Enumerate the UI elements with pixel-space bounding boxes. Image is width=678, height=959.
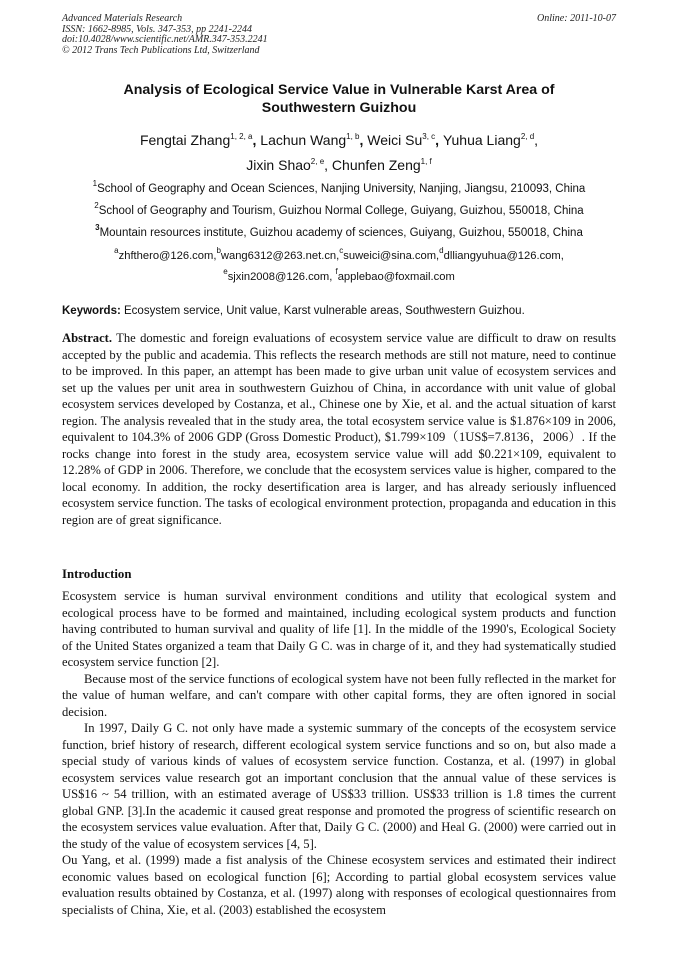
email-text: zhfthero@126.com, bbox=[118, 250, 217, 262]
email-sup: c bbox=[339, 246, 344, 255]
affiliation-3 bbox=[62, 223, 616, 240]
author-sup: 1, 2, a bbox=[230, 132, 253, 141]
email-sup: a bbox=[114, 246, 119, 255]
paragraph: In 1997, Daily G C. not only have made a systemic summary of the concepts of the ecosystem service function, brief history of research, different ecological system service functions and so on, but also made a special study of various kinds of values of ecosystem service function. Costanza, et al. (1997) in global ecosystem services value research got an important conclusion that the annual value of these services is US$16 ~ 54 trillion, with an estimated average of US$33 trillion. US$33 trillion is 1.8 times the current global GNP. [3].In the academic it caused great response and promoted the progress of scientific research on the ecosystem services value evaluation. After that, Daily G C. (2000) and Heal G. (2000) were carried out in the study of the value of ecosystem services [4, 5]. bbox=[62, 721, 616, 851]
keywords bbox=[62, 304, 616, 318]
affiliation-text: School of Geography and Tourism, Guizhou Normal College, Guiyang, Guizhou, 550018, China bbox=[98, 205, 584, 217]
abstract-label: Abstract. bbox=[62, 331, 113, 345]
online-date: Online: 2011-10-07 bbox=[537, 13, 616, 24]
email-sup: e bbox=[223, 267, 228, 276]
email-sup: f bbox=[335, 267, 338, 276]
issn-line: ISSN: 1662-8985, Vols. 347-353, pp 2241-2244 bbox=[62, 23, 252, 35]
affiliation-sup: 1 bbox=[92, 179, 98, 188]
section-heading: Introduction bbox=[62, 567, 132, 581]
author-sup: 1, f bbox=[420, 157, 432, 166]
email-line-2 bbox=[62, 267, 616, 284]
copyright-line: © 2012 Trans Tech Publications Ltd, Switzerland bbox=[62, 44, 260, 56]
author-line-2: Jixin Shao$^{2, e}$, Chunfen Zeng$^{1, f}$ bbox=[246, 157, 432, 173]
author-name: Chunfen Zeng bbox=[331, 157, 421, 173]
affiliation-sup: 2 bbox=[94, 201, 99, 210]
journal-header bbox=[62, 14, 616, 56]
author-sup: 3, c bbox=[422, 132, 436, 141]
introduction-body bbox=[62, 588, 616, 918]
abstract bbox=[62, 330, 616, 528]
author-name: Fengtai Zhang bbox=[139, 132, 231, 148]
paper-title bbox=[62, 81, 616, 117]
abstract-text: The domestic and foreign evaluations of ecosystem service value are difficult to draw on results accepted by the public and academia. This reflects the research methods are still not mature, need to continue to be improved. In this paper, an attempt has been made to give urban unit value of ecosystem services and set up the values per unit area in southwestern Guizhou of China, in accordance with unit value of global ecosystem services developed by Costanza, et al., Chinese one by Xie, et al. and the actual situation of karst region. The analysis revealed that in the study area, the total ecosystem service value is $1.876×109 in 2006, equivalent to 104.3% of 2006 GDP (Gross Domestic Product), $1.799×109（1US$=7.8136，2006）. If the rocks change into forest in the study area, ecosystem service value will add $0.221×109, equivalent to 12.28% of GDP in 2006. Therefore, we conclude that the ecosystem services value is higher, compared to the local economy. In addition, the rocky desertification area is larger, and has already seriously influenced ecosystem service function. The tasks of ecological environment protection, propaganda and education in this region are of great significance. bbox=[62, 331, 616, 527]
email-text: suweici@sina.com, bbox=[343, 250, 440, 262]
author-sup: 2, e bbox=[310, 157, 325, 166]
email-line-1 bbox=[62, 246, 616, 263]
email-text: dlliangyuhua@126.com, bbox=[443, 250, 564, 262]
paragraph: Because most of the service functions of ecological system have not been fully reflected in the market for the value of human welfare, and can't compare with other capital forms, they are often ignored in social decision. bbox=[62, 671, 616, 719]
affiliation-sup: 3 bbox=[95, 223, 100, 232]
author-name: Jixin Shao bbox=[246, 157, 311, 173]
paragraph: Ou Yang, et al. (1999) made a fist analysis of the Chinese ecosystem services and estimated their indirect economic values based on ecological function [6]; According to partial global ecosystem services value evaluation results obtained by Costanza, et al. (1997) along with responses of ecological questionnaires from specialists of China, Xie, et al. (2003) established the ecosystem bbox=[62, 853, 616, 917]
journal-name: Advanced Materials Research bbox=[62, 13, 183, 24]
author-sup: 2, d bbox=[520, 132, 535, 141]
affiliation-2 bbox=[62, 201, 616, 218]
affiliation-text: School of Geography and Ocean Sciences, Nanjing University, Nanjing, Jiangsu, 210093, China bbox=[97, 183, 586, 195]
title-line-1: Analysis of Ecological Service Value in Vulnerable Karst Area of bbox=[123, 82, 555, 98]
author-line-1: Fengtai Zhang$^{1, 2, a}$, Lachun Wang$^{1, b}$, Weici Su$^{3, c}$, Yuhua Liang$^{2, d}$, bbox=[139, 132, 539, 148]
author-name: Lachun Wang bbox=[260, 132, 347, 148]
email-text: sjxin2008@126.com, bbox=[227, 271, 333, 283]
doi-line: doi:10.4028/www.scientific.net/AMR.347-353.2241 bbox=[62, 34, 268, 45]
affiliation-text: Mountain resources institute, Guizhou academy of sciences, Guiyang, Guizhou, 550018, China bbox=[99, 227, 583, 239]
keywords-label: Keywords: bbox=[62, 305, 121, 317]
author-name: Weici Su bbox=[367, 132, 423, 148]
paragraph: Ecosystem service is human survival environment conditions and utility that ecological system and ecological process have to be formed and maintained, including ecological system products and function having contributed to human survival and quality of life [1]. In the middle of the 1990's, Ecological Society of the United States organized a team that Daily G C. was in charge of it, and they had systematically studied ecosystem service function [2]. bbox=[62, 589, 616, 669]
email-text: applebao@foxmail.com bbox=[337, 271, 455, 283]
email-sup: d bbox=[439, 246, 444, 255]
email-sup: b bbox=[216, 246, 221, 255]
title-line-2: Southwestern Guizhou bbox=[261, 100, 417, 116]
author-name: Yuhua Liang bbox=[442, 132, 521, 148]
affiliation-1 bbox=[62, 179, 616, 196]
email-text: wang6312@263.net.cn, bbox=[220, 250, 340, 262]
keywords-text: Ecosystem service, Unit value, Karst vulnerable areas, Southwestern Guizhou. bbox=[124, 305, 525, 317]
author-sup: 1, b bbox=[346, 132, 360, 141]
